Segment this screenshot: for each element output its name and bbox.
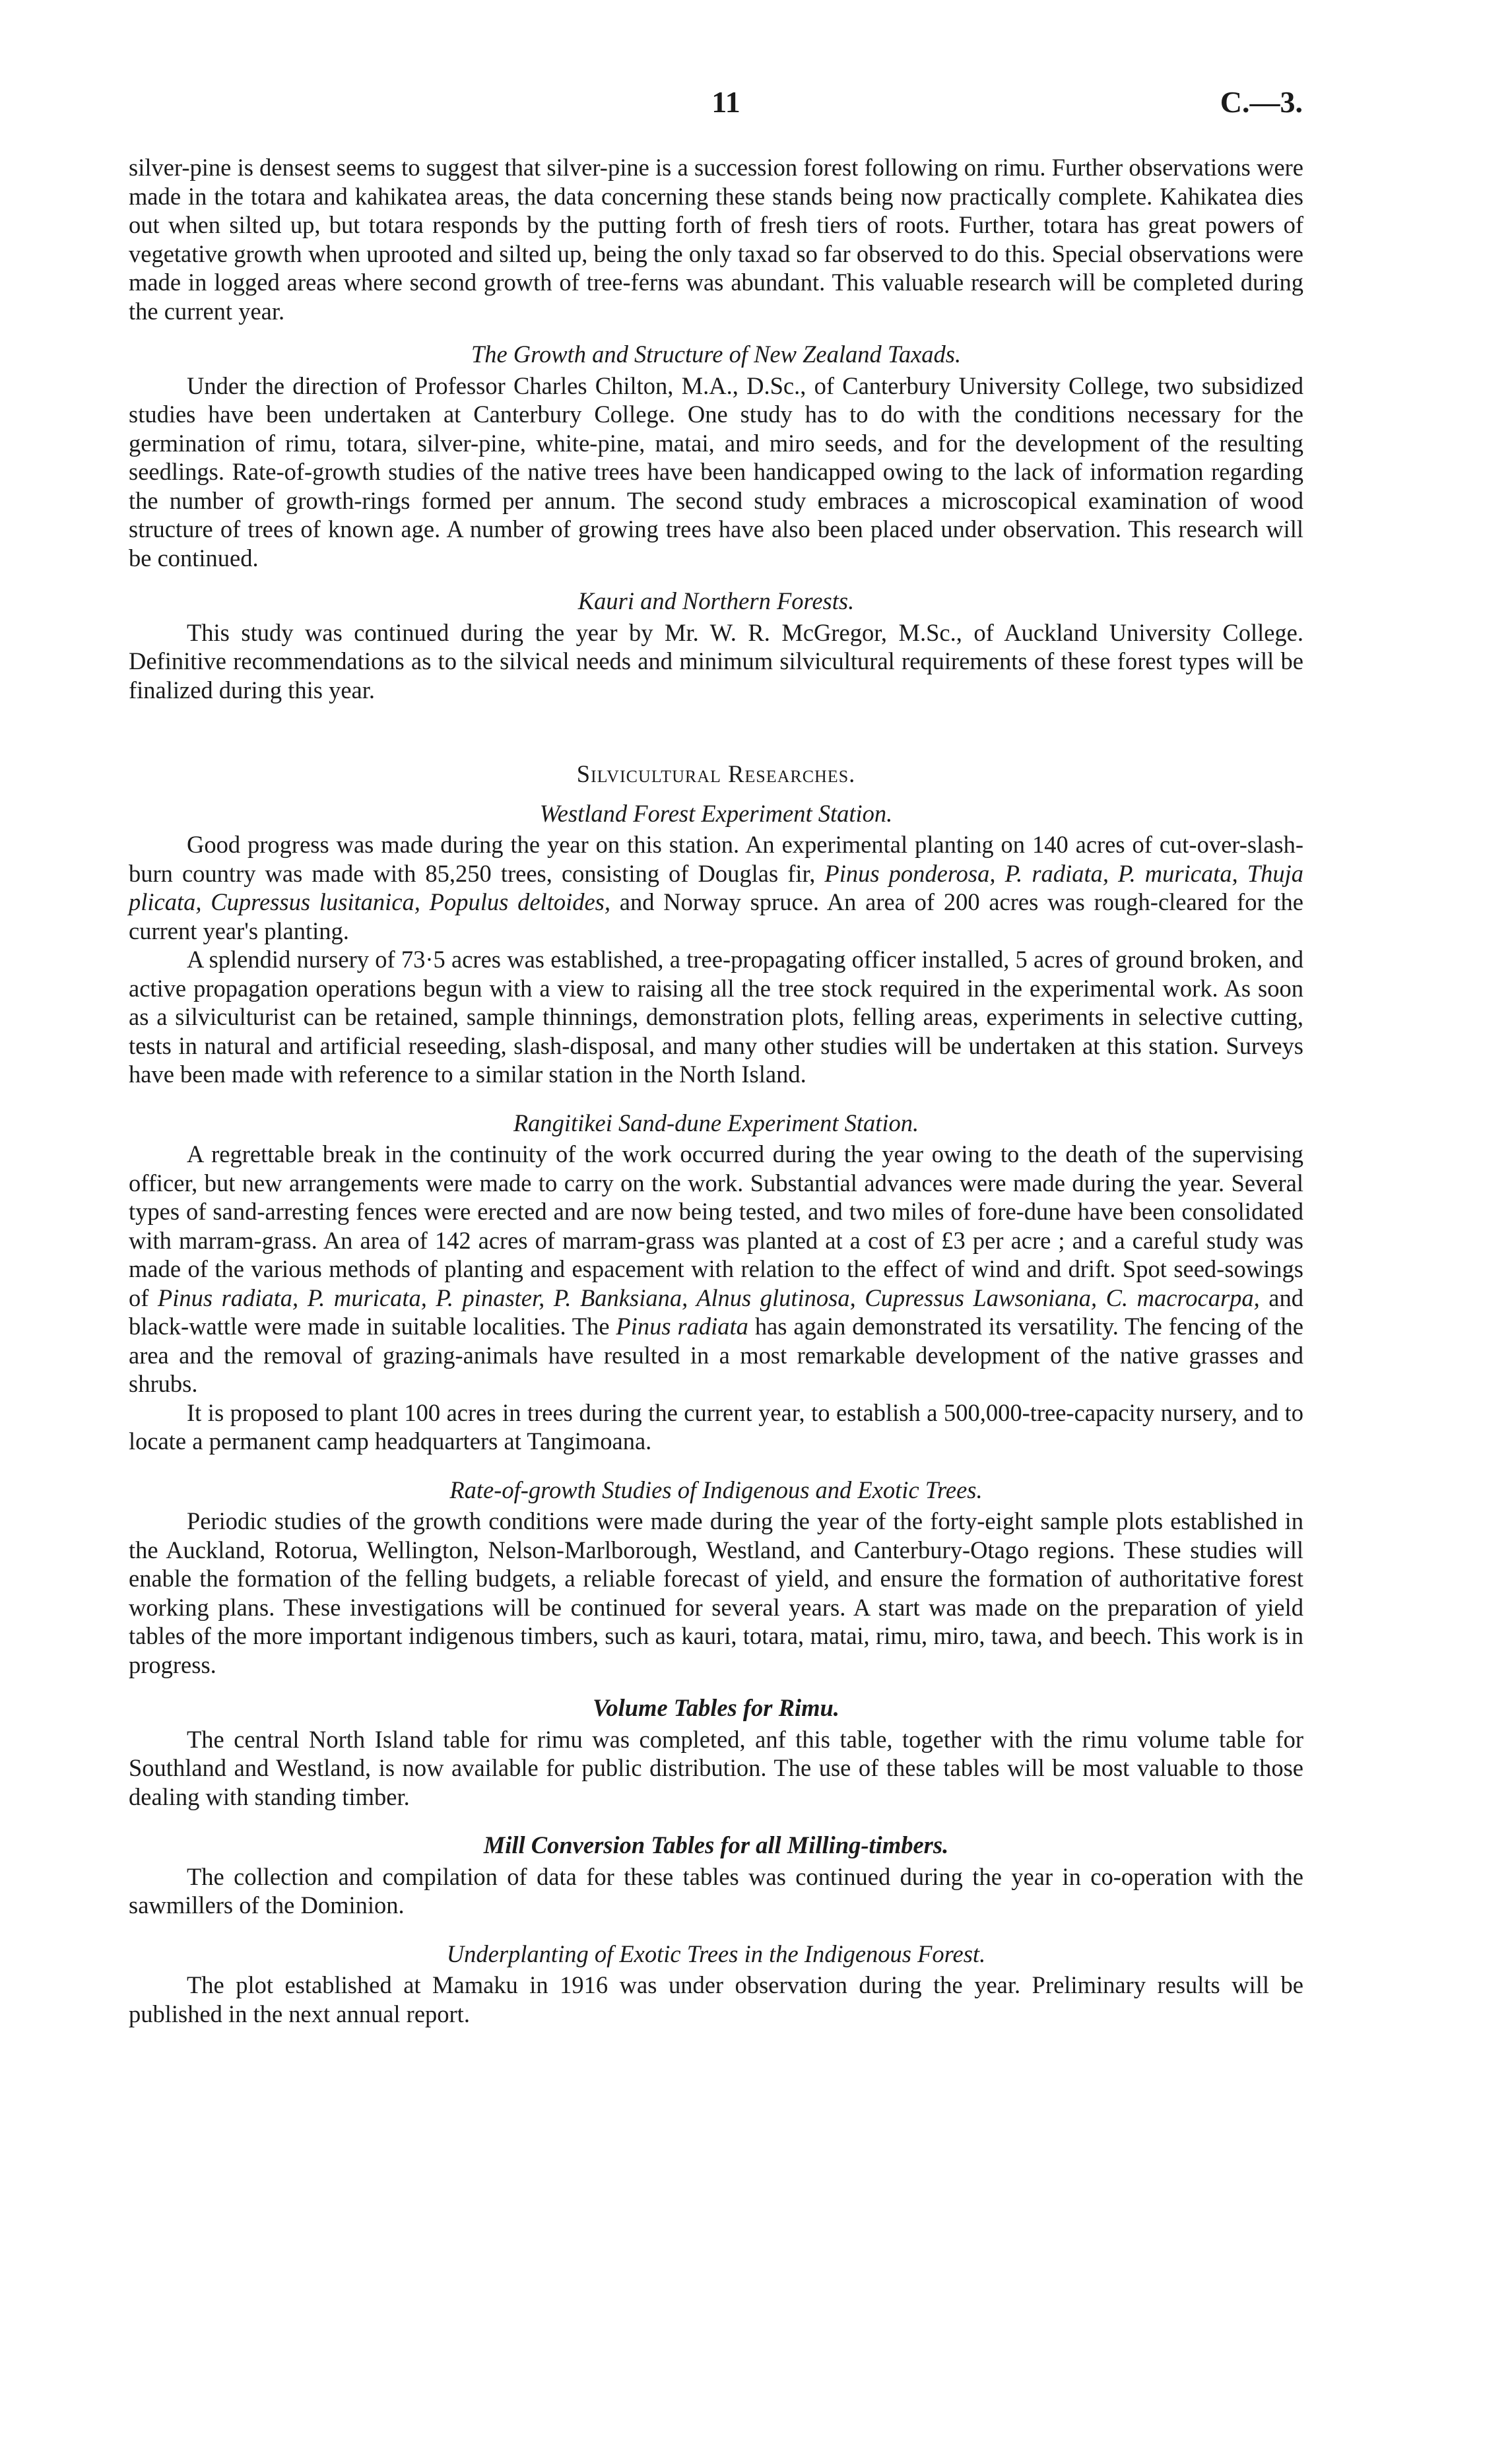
rangitikei-text-b: and black-wattle were made in suitable localities. The <box>129 1284 1304 1340</box>
intro-paragraph: silver-pine is densest seems to suggest that silver-pine is a succession forest following on rimu. Further observations were made in the totara and kahikatea areas, the data concerning these stands being now practically complete. Kahikatea dies out when silted up, but totara responds by the putting forth of fresh tiers of roots. Further, totara has great powers of vegetative growth when uprooted and silted up, being the only taxad so far observed to do this. Special observations were made in logged areas where second growth of tree-ferns was abundant. This valuable research will be completed during the current year. <box>129 154 1303 325</box>
section-silvicultural-researches: Silvicultural Researches. <box>576 760 856 787</box>
heading-rangitikei: Rangitikei Sand-dune Experiment Station. <box>513 1109 919 1136</box>
rangitikei-species: Pinus radiata, P. muricata, P. pinaster, P. Banksiana, Alnus glutinosa, Cupressus Lawsoniana, C. macrocarpa, <box>157 1284 1260 1311</box>
westland-paragraph-1 <box>129 830 1303 945</box>
underplanting-paragraph: The plot established at Mamaku in 1916 was under observation during the year. Preliminary results will be published in the next annual report. <box>129 1971 1303 2027</box>
heading-mill-conversion: Mill Conversion Tables for all Milling-timbers. <box>483 1831 949 1858</box>
mill-conversion-paragraph: The collection and compilation of data for these tables was continued during the year in co-operation with the sawmillers of the Dominion. <box>129 1862 1303 1919</box>
page-number: 11 <box>711 85 740 119</box>
rate-of-growth-paragraph: Periodic studies of the growth conditions were made during the year of the forty-eight sample plots established in the Auckland, Rotorua, Wellington, Nelson-Marlborough, Westland, and Canterbury-Otago regions. These studies will enable the formation of the felling budgets, a reliable forecast of yield, and ensure the formation of authoritative forest working plans. These investigations will be continued for several years. A start was made on the preparation of yield tables of the more important indigenous timbers, such as kauri, totara, matai, rimu, miro, tawa, and beech. This work is in progress. <box>129 1507 1303 1678</box>
kauri-paragraph: This study was continued during the year by Mr. W. R. McGregor, M.Sc., of Auckland University College. Definitive recommendations as to the silvical needs and minimum silvicultural requirements of these forest types will be finalized during this year. <box>129 618 1303 704</box>
heading-volume-tables: Volume Tables for Rimu. <box>593 1694 839 1721</box>
rangitikei-text-c: has again demonstrated its versatility. The fencing of the area and the removal of grazing-animals have resulted in a most remarkable development of the native grasses and shrubs. <box>129 1313 1303 1397</box>
heading-westland: Westland Forest Experiment Station. <box>539 799 893 827</box>
rangitikei-species-2: Pinus radiata <box>616 1313 748 1340</box>
volume-tables-paragraph: The central North Island table for rimu was completed, anf this table, together with the rimu volume table for Southland and Westland, is now available for public distribution. The use of these tables will be most valuable to those dealing with standing timber. <box>129 1725 1303 1810</box>
rangitikei-text-a: A regrettable break in the continuity of the work occurred during the year owing to the death of the supervising officer, but new arrangements were made to carry on the work. Substantial advances were made during the year. Several types of sand-arresting fences were erected and are now being tested, and two miles of fore-dune have been consolidated with marram-grass. An area of 142 acres of marram-grass was planted at a cost of £3 per acre ; and a careful study was made of the various methods of planting and espacement with relation to the effect of wind and drift. Spot seed-sowings of <box>129 1140 1303 1311</box>
westland-text-a: Good progress was made during the year on this station. An experimental planting on 140 acres of cut-over-slash-burn country was made with 85,250 trees, consisting of Douglas fir, <box>129 831 1303 887</box>
rangitikei-paragraph-2: It is proposed to plant 100 acres in trees during the current year, to establish a 500,000-tree-capacity nursery, and to locate a permanent camp headquarters at Tangimoana. <box>129 1398 1303 1455</box>
rangitikei-paragraph-1 <box>129 1140 1303 1398</box>
westland-paragraph-2: A splendid nursery of 73·5 acres was established, a tree-propagating officer installed, 5 acres of ground broken, and active propagation operations begun with a view to raising all the tree stock required in the experimental work. As soon as a silviculturist can be retained, sample thinnings, demonstration plots, felling areas, experiments in selective cutting, tests in natural and artificial reseeding, slash-disposal, and many other studies will be undertaken at this station. Surveys have been made with reference to a similar station in the North Island. <box>129 946 1303 1088</box>
heading-kauri: Kauri and Northern Forests. <box>577 587 855 614</box>
heading-underplanting: Underplanting of Exotic Trees in the Indigenous Forest. <box>446 1940 986 1967</box>
heading-rate-of-growth: Rate-of-growth Studies of Indigenous and Exotic Trees. <box>449 1476 983 1503</box>
document-reference: C.—3. <box>1220 85 1303 119</box>
document-body <box>129 153 1303 2028</box>
westland-species: Pinus ponderosa, P. radiata, P. muricata, Thuja plicata, Cupressus lusitanica, Populus deltoides, <box>129 859 1303 915</box>
westland-text-b: and Norway spruce. An area of 200 acres was rough-cleared for the current year's planting. <box>129 888 1303 944</box>
taxads-paragraph: Under the direction of Professor Charles Chilton, M.A., D.Sc., of Canterbury University College, two subsidized studies have been undertaken at Canterbury College. One study has to do with the conditions necessary for the germination of rimu, totara, silver-pine, white-pine, matai, and miro seeds, and for the development of the resulting seedlings. Rate-of-growth studies of the native trees have been handicapped owing to the lack of information regarding the number of growth-rings formed per annum. The second study embraces a microscopical examination of wood structure of trees of known age. A number of growing trees have also been placed under observation. This research will be continued. <box>129 372 1303 572</box>
heading-taxads: The Growth and Structure of New Zealand Taxads. <box>471 341 962 368</box>
